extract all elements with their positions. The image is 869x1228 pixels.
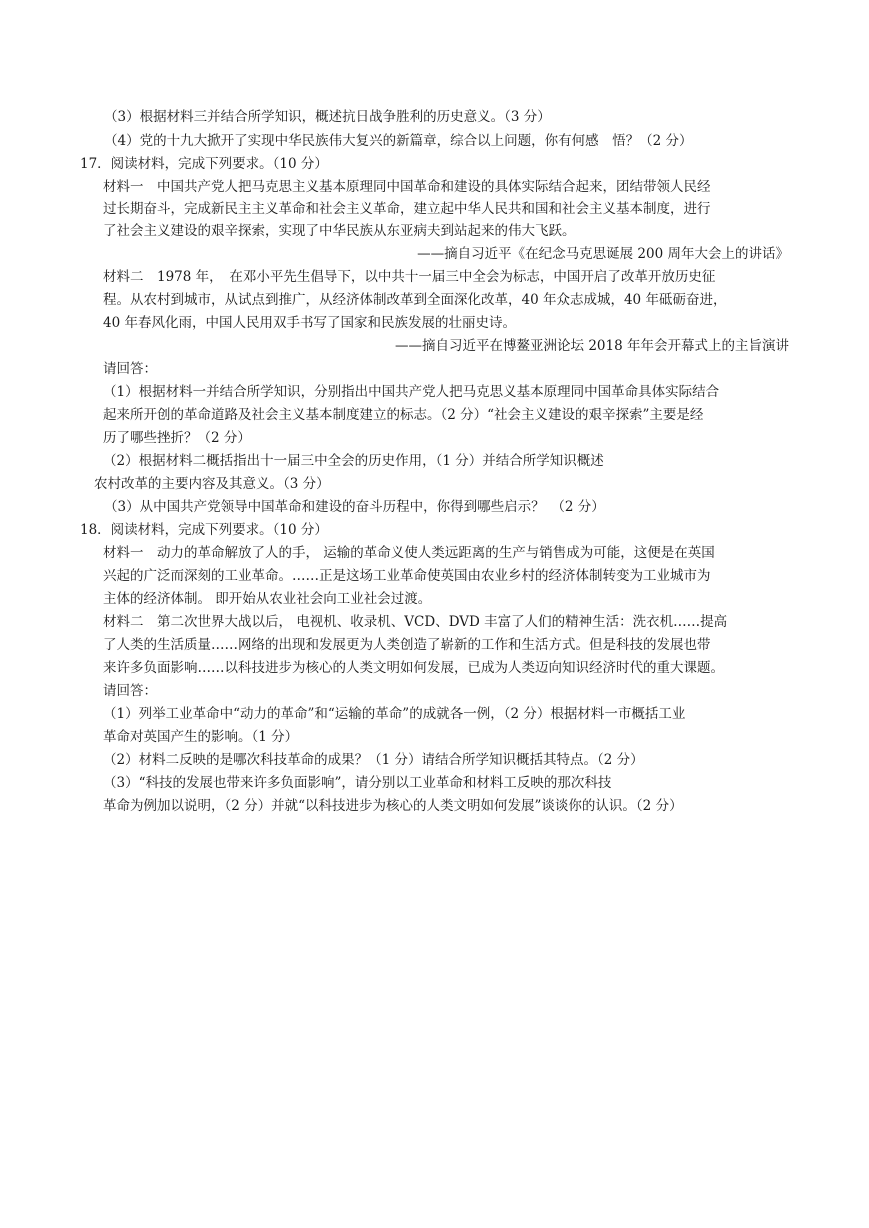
q18-material2-line1: 材料二 第二次世界大战以后， 电视机、收录机、VCD、DVD 丰富了人们的精神生活：洗衣机……提高 bbox=[103, 614, 728, 630]
q17-sub3: （3）从中国共产党领导中国革命和建设的奋斗历程中，你得到哪些启示？ （2 分） bbox=[104, 499, 605, 515]
q18-sub3-line1: （3）“科技的发展也带来许多负面影响”，请分别以工业革命和材料工反映的那次科技 bbox=[103, 775, 612, 791]
q17-material1-line1: 材料一 中国共产党人把马克思主义基本原理同中国革命和建设的具体实际结合起来，团结带领人民经 bbox=[103, 179, 711, 195]
q18-material2-line2: 了人类的生活质量……网络的出现和发展更为人类创造了崭新的工作和生活方式。但是科技的发展也带 bbox=[103, 637, 711, 653]
q17-sub1-line2: 起来所开创的革命道路及社会主义基本制度建立的标志。（2 分）“社会主义建设的艰辛探索”主要是经 bbox=[103, 407, 704, 423]
q17-ask: 请回答： bbox=[103, 361, 157, 377]
q17-material1-line3: 了社会主义建设的艰辛探索，实现了中华民族从东亚病夫到站起来的伟大飞跃。 bbox=[103, 223, 576, 239]
q16-sub4: （4）党的十九大掀开了实现中华民族伟大复兴的新篇章，综合以上问题，你有何感 悟？（2 分） bbox=[104, 133, 693, 149]
q18-material1-line2: 兴起的广泛而深刻的工业革命。……正是这场工业革命使英国由农业乡村的经济体制转变为工业城市为 bbox=[103, 568, 711, 584]
q16-sub3: （3）根据材料三并结合所学知识，概述抗日战争胜利的历史意义。（3 分） bbox=[104, 109, 551, 125]
q17-material2-line2: 程。从农村到城市，从试点到推广，从经济体制改革到全面深化改革，40 年众志成城，40 年砥砺奋进， bbox=[103, 292, 727, 308]
q17-material2-line1: 材料二 1978 年， 在邓小平先生倡导下，以中共十一届三中全会为标志，中国开启了改革开放历史征 bbox=[103, 269, 716, 285]
q18-material1-line3: 主体的经济体制。 即开始从农业社会向工业社会过渡。 bbox=[103, 591, 432, 607]
q18-title: 18．阅读材料，完成下列要求。（10 分） bbox=[80, 522, 328, 538]
q17-sub2-line1: （2）根据材料二概括指出十一届三中全会的历史作用，（1 分）并结合所学知识概述 bbox=[103, 453, 604, 469]
q18-ask: 请回答： bbox=[103, 683, 157, 699]
q17-material1-line2: 过长期奋斗，完成新民主主义革命和社会主义革命，建立起中华人民共和国和社会主义基本制度，进行 bbox=[103, 201, 711, 217]
q17-sub1-line1: （1）根据材料一并结合所学知识，分别指出中国共产党人把马克思义基本原理同中国革命具体实际结合 bbox=[103, 384, 720, 400]
q17-material2-source: ——摘自习近平在博鳌亚洲论坛 2018 年年会开幕式上的主旨演讲 bbox=[395, 338, 789, 354]
q18-sub1-line2: 革命对英国产生的影响。（1 分） bbox=[103, 729, 299, 745]
q17-title: 17．阅读材料，完成下列要求。（10 分） bbox=[80, 156, 328, 172]
q18-sub3-line2: 革命为例加以说明，（2 分）并就“以科技进步为核心的人类文明如何发展”谈谈你的认识。（2 分） bbox=[103, 798, 683, 814]
q17-material1-source: ——摘自习近平《在纪念马克思诞展 200 周年大会上的讲话》 bbox=[417, 246, 789, 262]
q18-material2-line3: 来许多负面影响……以科技进步为核心的人类文明如何发展，已成为人类迈向知识经济时代的重大课题。 bbox=[103, 660, 724, 676]
q18-sub2: （2）材料二反映的是哪次科技革命的成果？（1 分）请结合所学知识概括其特点。（2 分） bbox=[103, 752, 644, 768]
q17-sub2-line2: 农村改革的主要内容及其意义。（3 分） bbox=[94, 476, 330, 492]
q18-sub1-line1: （1）列举工业革命中“动力的革命”和“运输的革命”的成就各一例，（2 分）根据材料一市概括工业 bbox=[103, 706, 686, 722]
q17-material2-line3: 40 年春风化雨，中国人民用双手书写了国家和民族发展的壮丽史诗。 bbox=[103, 315, 516, 331]
q17-sub1-line3: 历了哪些挫折？（2 分） bbox=[103, 430, 251, 446]
q18-material1-line1: 材料一 动力的革命解放了人的手， 运输的革命义使人类远距离的生产与销售成为可能，这便是在英国 bbox=[103, 545, 715, 561]
